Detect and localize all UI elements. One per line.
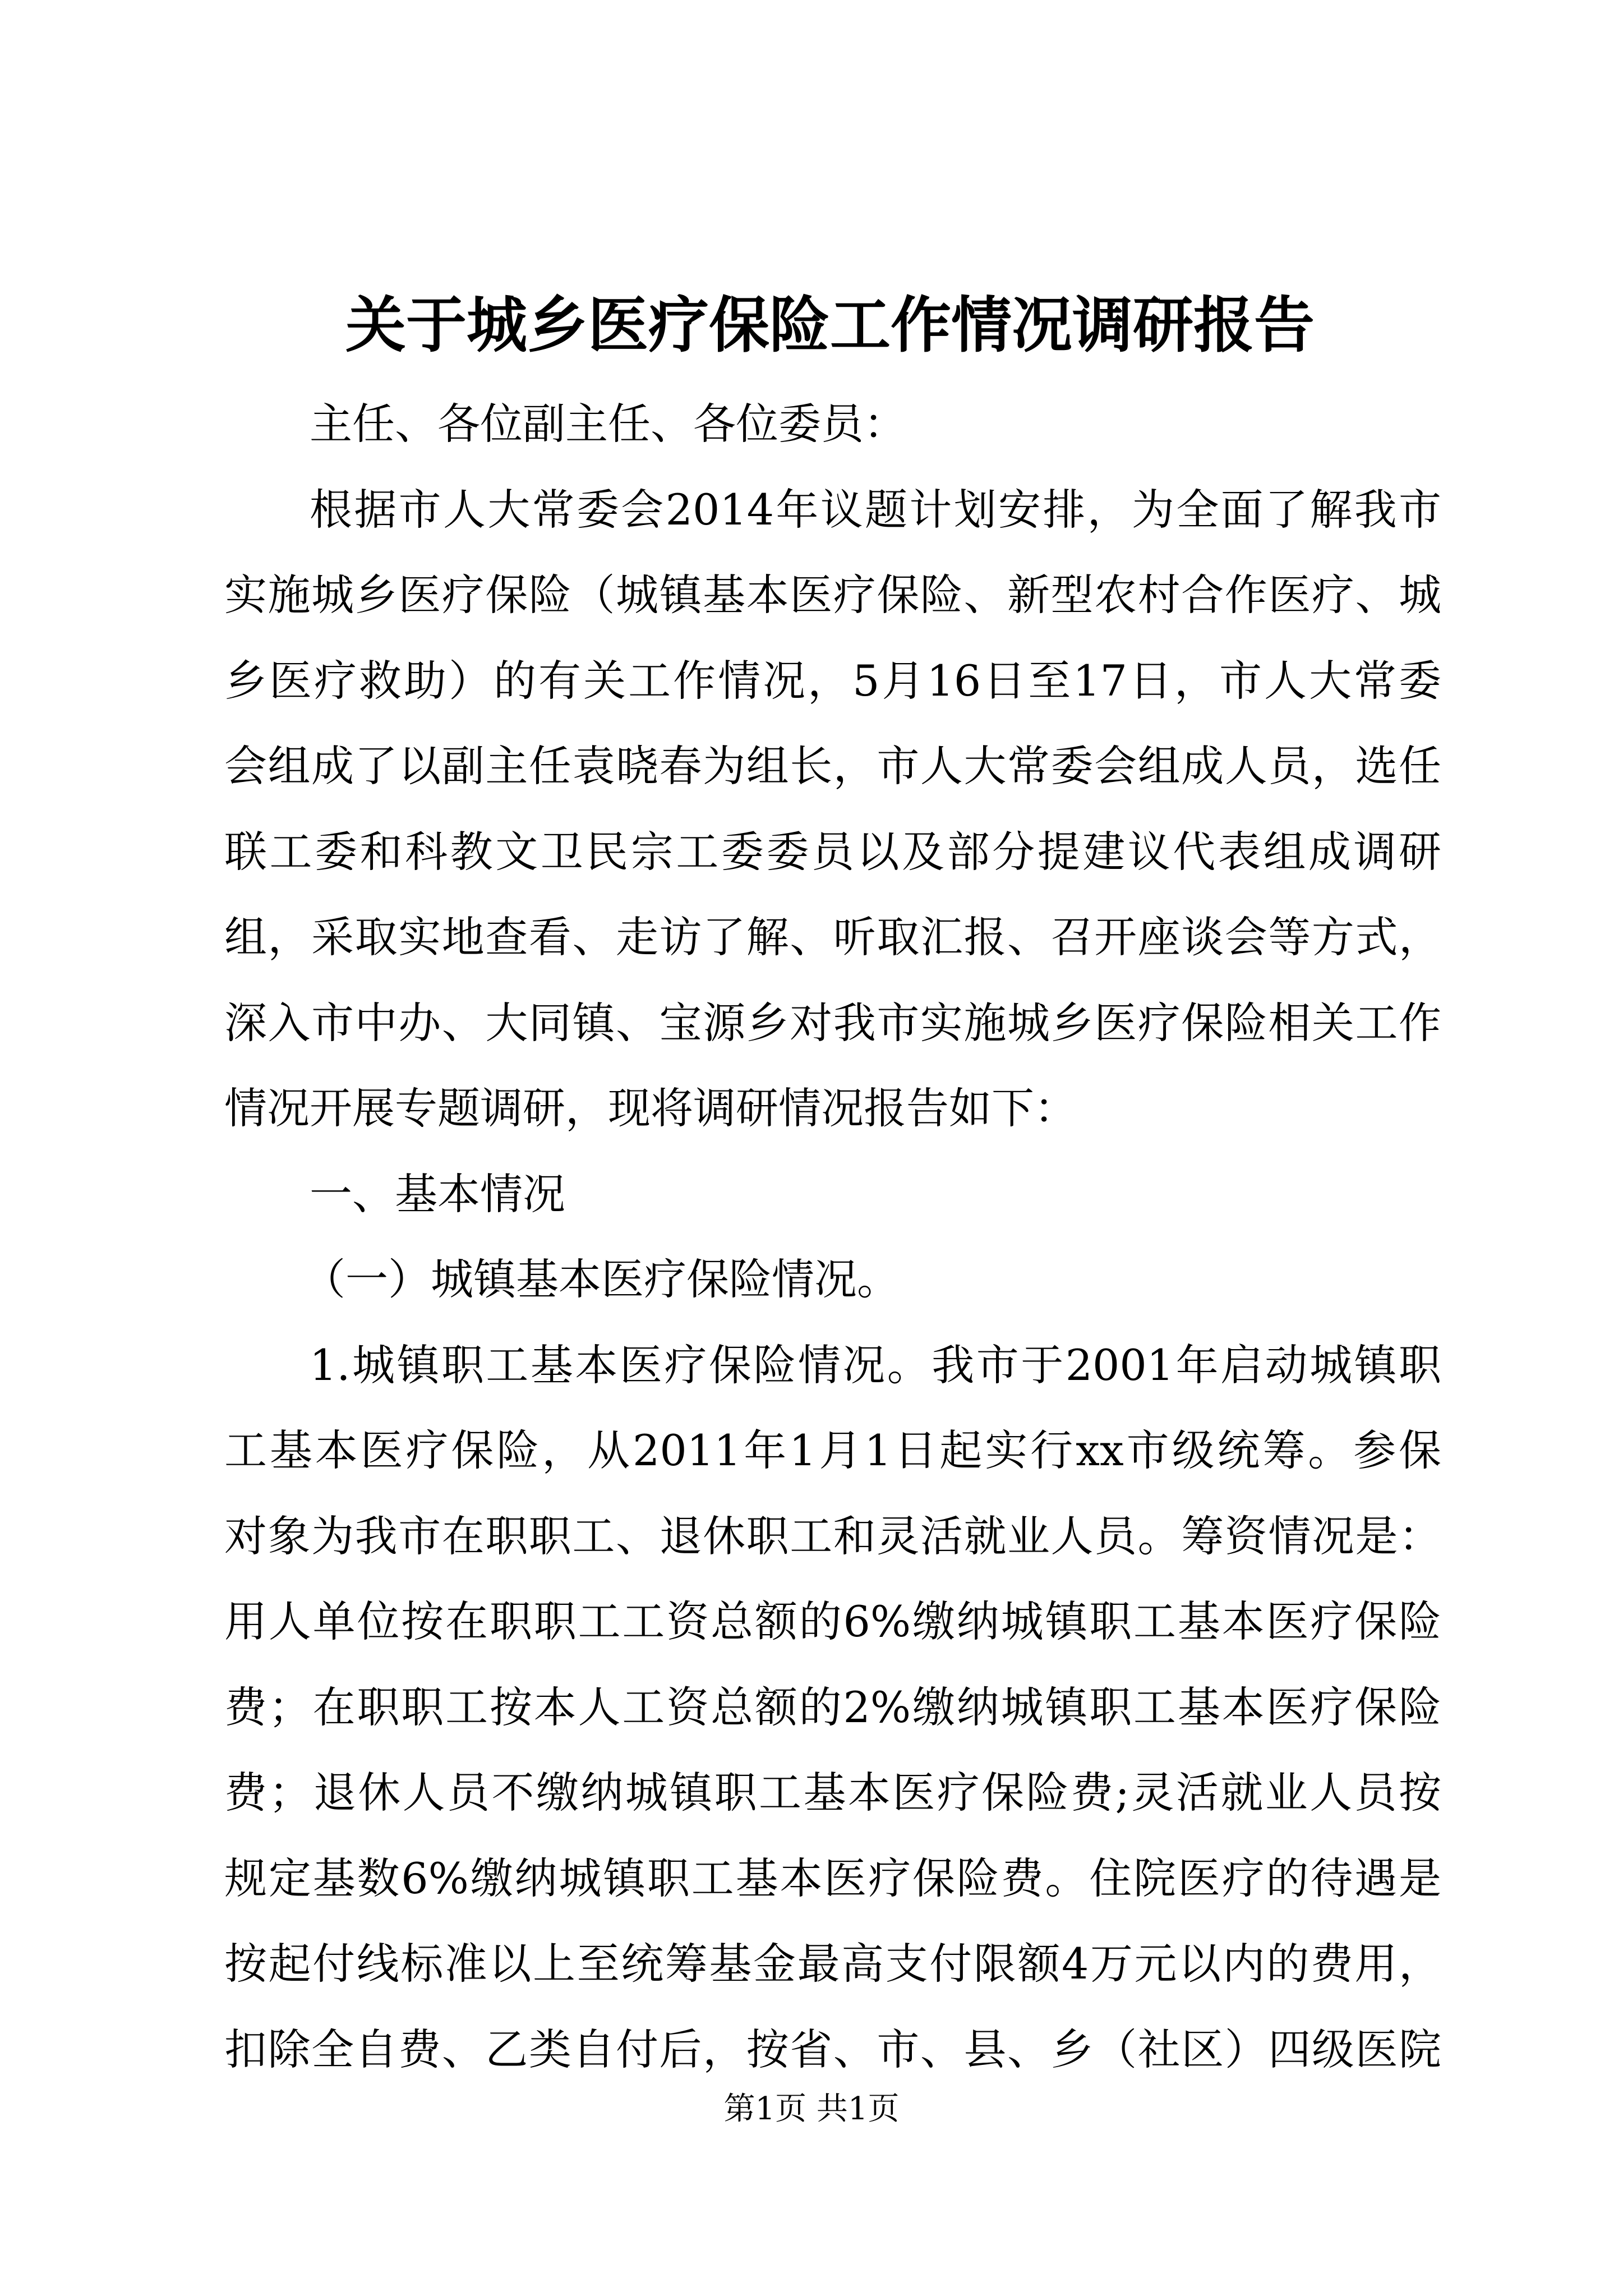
paragraph-line: 费；在职职工按本人工资总额的2%缴纳城镇职工基本医疗保险 bbox=[224, 1682, 1441, 1732]
paragraph-line: 规定基数6%缴纳城镇职工基本医疗保险费。住院医疗的待遇是 bbox=[224, 1853, 1441, 1903]
paragraph-line: 费；退休人员不缴纳城镇职工基本医疗保险费;灵活就业人员按 bbox=[224, 1768, 1441, 1818]
paragraph-line: 会组成了以副主任袁晓春为组长，市人大常委会组成人员，选任 bbox=[224, 741, 1441, 791]
paragraph-line: 组，采取实地查看、走访了解、听取汇报、召开座谈会等方式， bbox=[224, 912, 1441, 962]
paragraph-line: 工基本医疗保险，从2011年1月1日起实行xx市级统筹。参保 bbox=[224, 1425, 1441, 1475]
paragraph-line: 扣除全自费、乙类自付后，按省、市、县、乡（社区）四级医院 bbox=[224, 2024, 1441, 2074]
paragraph-line: 用人单位按在职职工工资总额的6%缴纳城镇职工基本医疗保险 bbox=[224, 1596, 1441, 1646]
paragraph-line: 实施城乡医疗保险（城镇基本医疗保险、新型农村合作医疗、城 bbox=[224, 570, 1441, 620]
paragraph-line: 根据市人大常委会2014年议题计划安排，为全面了解我市 bbox=[310, 484, 1441, 535]
document-body bbox=[224, 381, 1441, 2092]
paragraph-line: 按起付线标准以上至统筹基金最高支付限额4万元以内的费用， bbox=[224, 1939, 1441, 1989]
paragraph-line: 对象为我市在职职工、退休职工和灵活就业人员。筹资情况是： bbox=[224, 1511, 1441, 1561]
section-heading: 一、基本情况 bbox=[310, 1168, 565, 1219]
paragraph-line: 情况开展专题调研，现将调研情况报告如下： bbox=[224, 1083, 1077, 1133]
paragraph-line: 深入市中办、大同镇、宝源乡对我市实施城乡医疗保险相关工作 bbox=[224, 997, 1441, 1048]
salutation-line: 主任、各位副主任、各位委员： bbox=[310, 399, 906, 449]
paragraph-line: 乡医疗救助）的有关工作情况，5月16日至17日，市人大常委 bbox=[224, 655, 1441, 706]
paragraph-line: 联工委和科教文卫民宗工委委员以及部分提建议代表组成调研 bbox=[224, 826, 1441, 877]
page-footer: 第1页 共1页 bbox=[723, 2091, 900, 2127]
paragraph-line: 1.城镇职工基本医疗保险情况。我市于2001年启动城镇职 bbox=[310, 1340, 1441, 1390]
subsection-heading: （一）城镇基本医疗保险情况。 bbox=[303, 1254, 900, 1304]
document-title: 关于城乡医疗保险工作情况调研报告 bbox=[345, 290, 1315, 361]
